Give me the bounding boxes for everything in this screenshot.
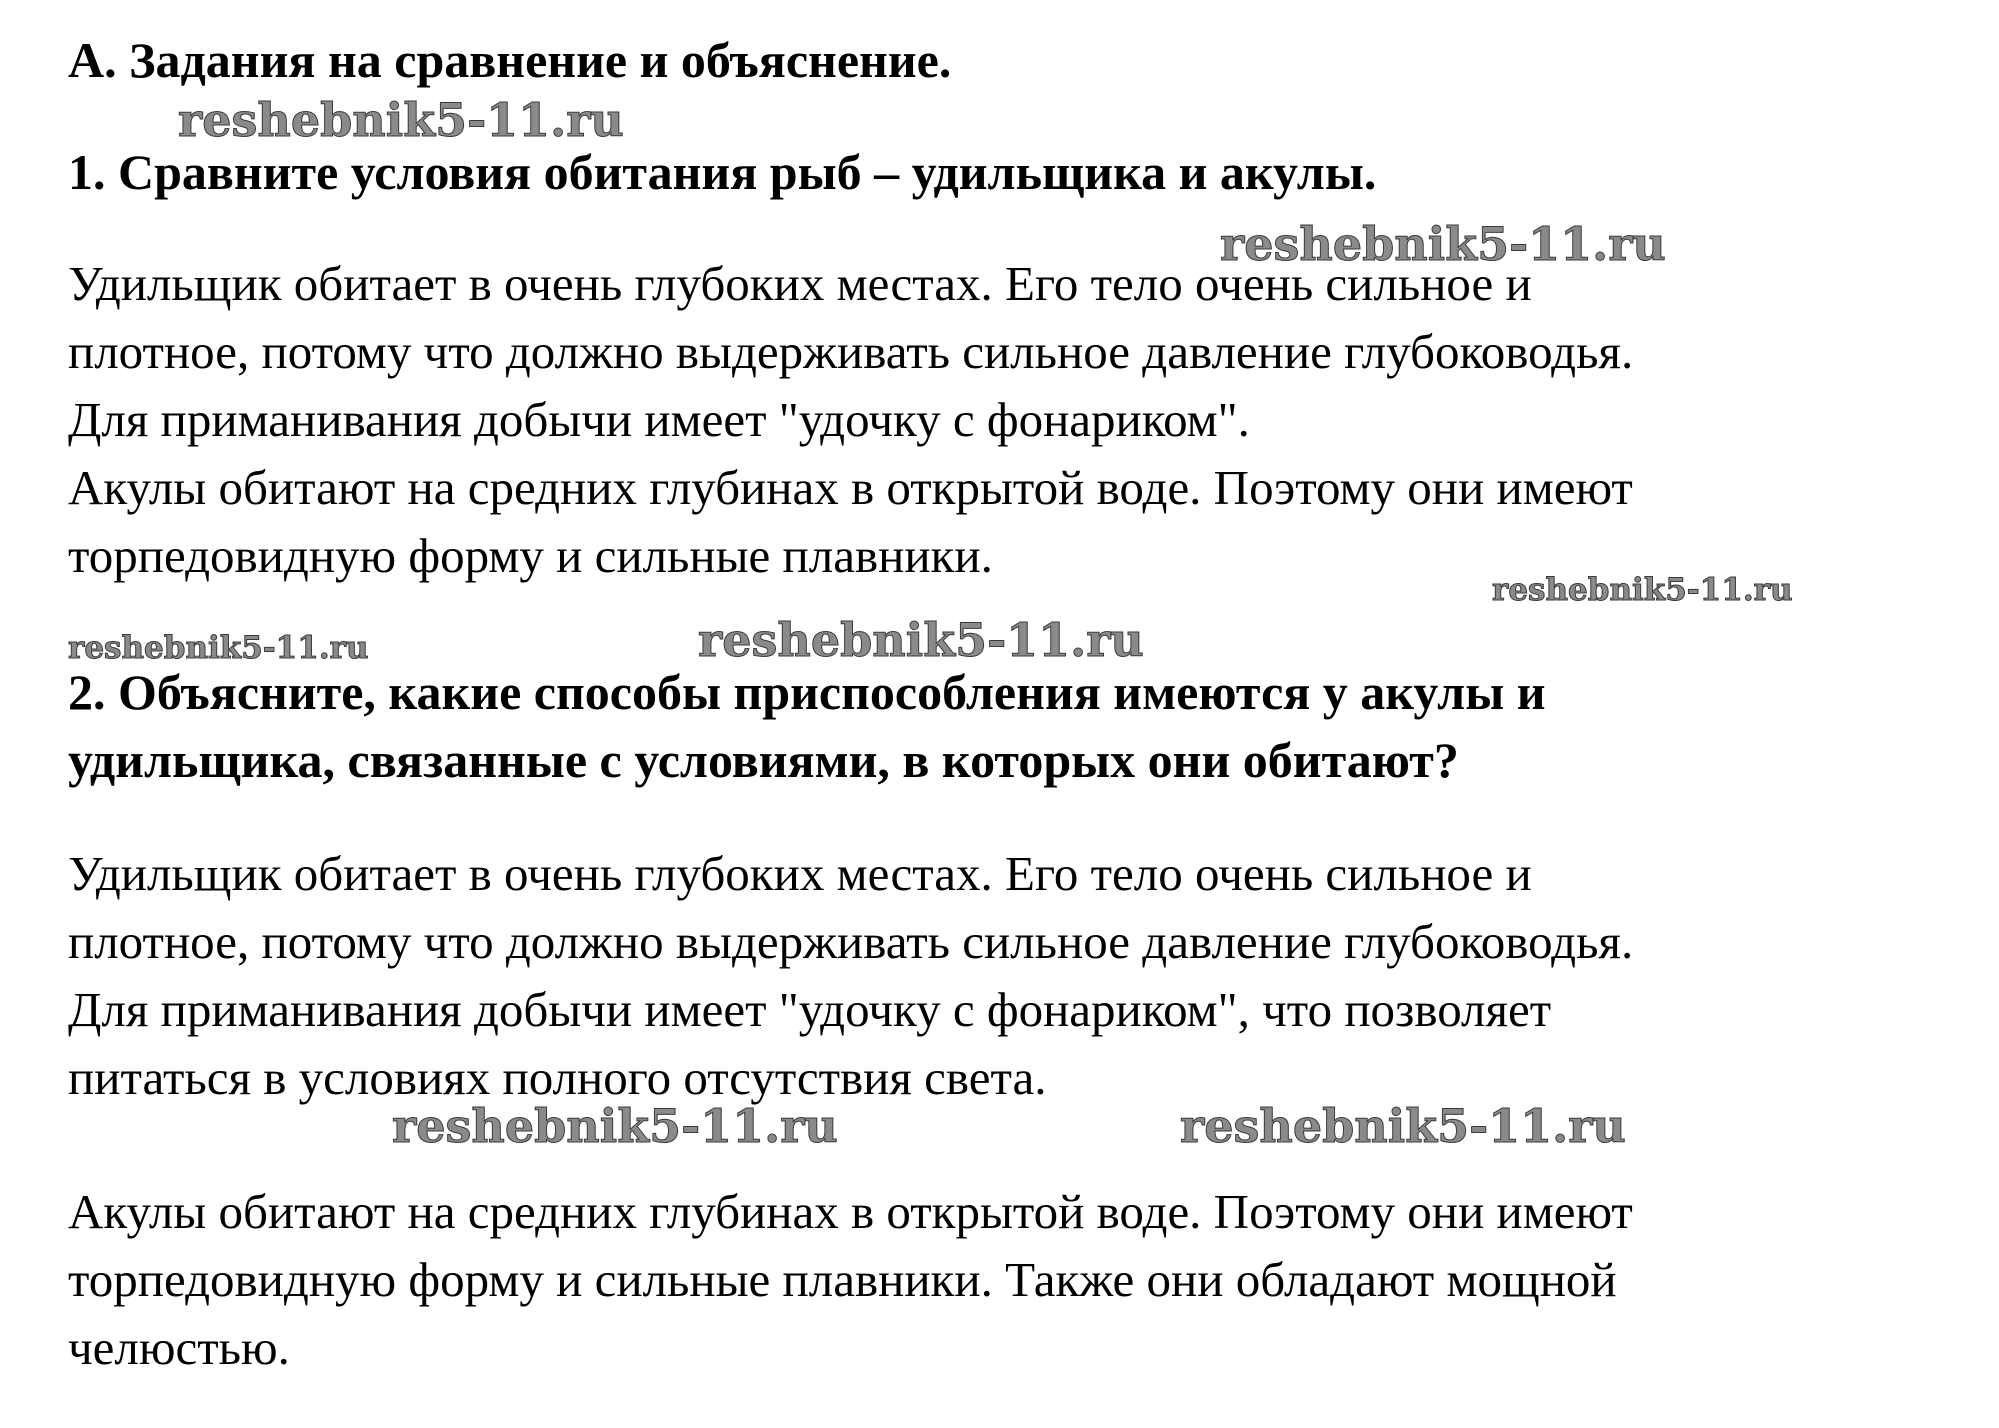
watermark: reshebnik5-11.ru [1220, 217, 1666, 271]
task2-answer-line: Удильщик обитает в очень глубоких местах. Его тело очень сильное и [68, 846, 1532, 901]
task1-question: 1. Сравните условия обитания рыб – удильщика и акулы. [68, 144, 1377, 200]
task2-answer-line: питаться в условиях полного отсутствия света. [68, 1050, 1047, 1105]
task1-answer-line: плотное, потому что должно выдерживать сильное давление глубоководья. [68, 324, 1634, 379]
section-title: А. Задания на сравнение и объяснение. [68, 32, 952, 88]
watermark: reshebnik5-11.ru [178, 93, 624, 147]
watermark: reshebnik5-11.ru [1180, 1099, 1626, 1153]
watermark: reshebnik5-11.ru [68, 630, 369, 666]
task2-question-line: 2. Объясните, какие способы приспособления имеются у акулы и [68, 664, 1546, 720]
watermark: reshebnik5-11.ru [392, 1099, 838, 1153]
task2-answer-line: челюстью. [68, 1320, 290, 1375]
watermark: reshebnik5-11.ru [1492, 572, 1793, 608]
task2-answer-line: Для приманивания добычи имеет "удочку с фонариком", что позволяет [68, 982, 1552, 1037]
watermark: reshebnik5-11.ru [698, 613, 1144, 667]
task1-answer-line: Акулы обитают на средних глубинах в открытой воде. Поэтому они имеют [68, 460, 1633, 515]
task2-answer-line: Акулы обитают на средних глубинах в открытой воде. Поэтому они имеют [68, 1184, 1633, 1239]
task1-answer-line: Для приманивания добычи имеет "удочку с фонариком". [68, 392, 1250, 447]
task2-answer-line: плотное, потому что должно выдерживать сильное давление глубоководья. [68, 914, 1634, 969]
task1-answer-line: торпедовидную форму и сильные плавники. [68, 528, 993, 583]
task2-answer-line: торпедовидную форму и сильные плавники. Также они обладают мощной [68, 1252, 1617, 1307]
task2-question-line: удильщика, связанные с условиями, в которых они обитают? [68, 732, 1459, 788]
task1-answer-line: Удильщик обитает в очень глубоких местах. Его тело очень сильное и [68, 256, 1532, 311]
